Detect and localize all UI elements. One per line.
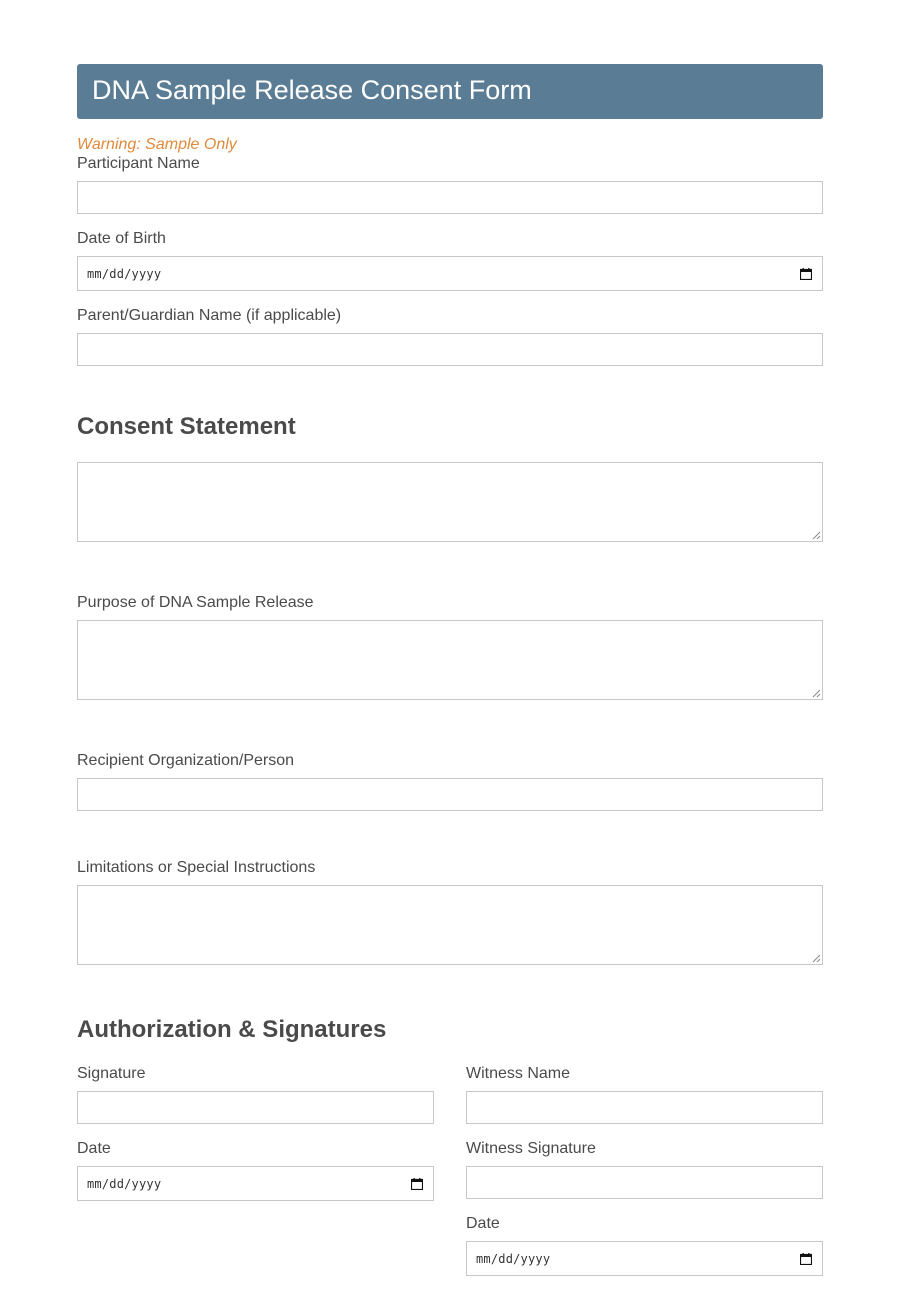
signature-label: Signature — [77, 1065, 146, 1082]
witness-date-placeholder: mm/dd/yyyy — [476, 1251, 551, 1266]
resize-grip-icon[interactable] — [812, 531, 821, 540]
dob-label: Date of Birth — [77, 230, 166, 247]
date-label: Date — [77, 1140, 111, 1157]
warning-text — [77, 136, 823, 154]
dob-date-input[interactable] — [77, 256, 823, 291]
purpose-textarea[interactable] — [77, 620, 823, 700]
calendar-icon[interactable] — [411, 1178, 423, 1190]
participant-name-input[interactable] — [77, 181, 823, 214]
dob-placeholder: mm/dd/yyyy — [87, 266, 162, 281]
consent-statement-heading: Consent Statement — [77, 413, 296, 440]
resize-grip-icon[interactable] — [812, 689, 821, 698]
witness-name-label: Witness Name — [466, 1065, 571, 1082]
guardian-name-input[interactable] — [77, 333, 823, 366]
limitations-textarea[interactable] — [77, 885, 823, 965]
warning-label: Warning: Sample Only — [77, 136, 237, 153]
limitations-label: Limitations or Special Instructions — [77, 859, 316, 876]
recipient-input[interactable] — [77, 778, 823, 811]
signature-input[interactable] — [77, 1091, 434, 1124]
witness-signature-input[interactable] — [466, 1166, 823, 1199]
witness-signature-label: Witness Signature — [466, 1140, 596, 1157]
participant-name-label: Participant Name — [77, 155, 200, 172]
authorization-heading: Authorization & Signatures — [77, 1016, 387, 1043]
resize-grip-icon[interactable] — [812, 954, 821, 963]
consent-statement-textarea[interactable] — [77, 462, 823, 542]
form-header — [77, 64, 823, 119]
witness-date-input[interactable] — [466, 1241, 823, 1276]
guardian-name-label: Parent/Guardian Name (if applicable) — [77, 307, 342, 324]
signature-date-input[interactable] — [77, 1166, 434, 1201]
witness-name-input[interactable] — [466, 1091, 823, 1124]
recipient-label: Recipient Organization/Person — [77, 752, 295, 769]
purpose-label: Purpose of DNA Sample Release — [77, 594, 314, 611]
witness-date-label: Date — [466, 1215, 500, 1232]
form-title: DNA Sample Release Consent Form — [92, 75, 532, 105]
signature-date-placeholder: mm/dd/yyyy — [87, 1176, 162, 1191]
calendar-icon[interactable] — [800, 1253, 812, 1265]
calendar-icon[interactable] — [800, 268, 812, 280]
